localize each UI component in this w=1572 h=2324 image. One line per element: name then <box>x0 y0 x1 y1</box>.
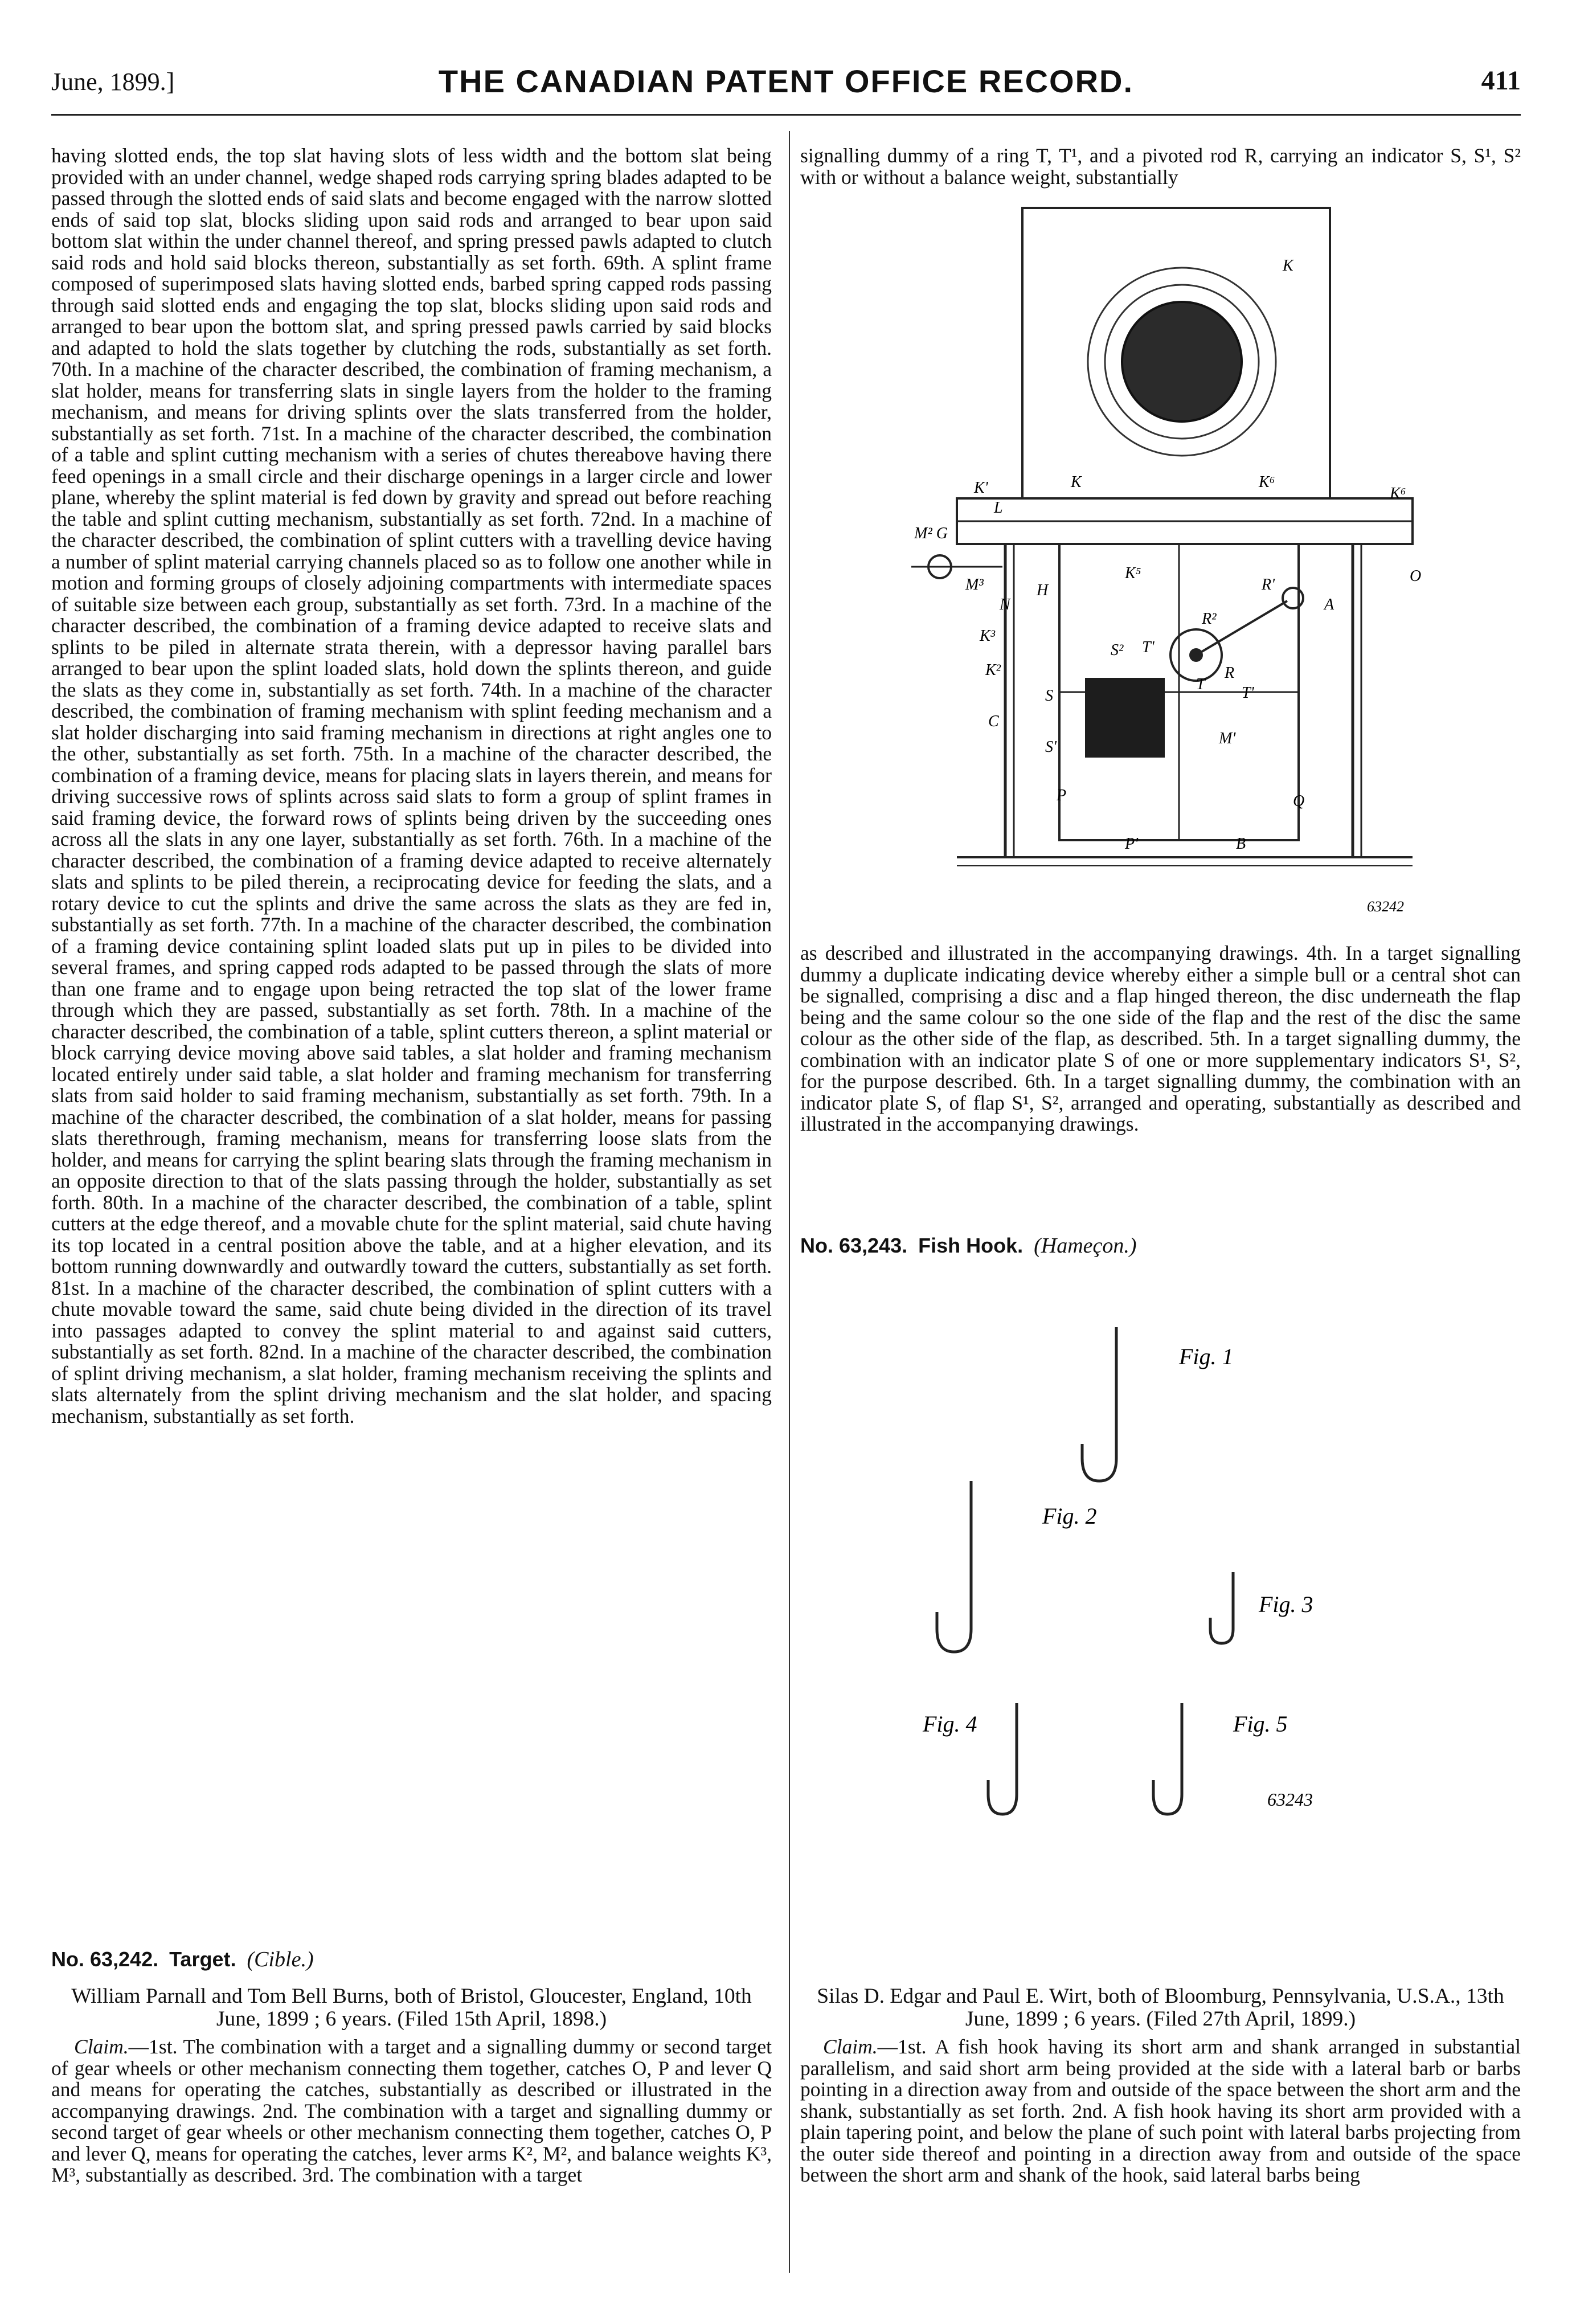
figure-label: K <box>1283 257 1293 275</box>
figure-label: M² G <box>914 525 948 542</box>
figure-label: T <box>1196 676 1205 693</box>
figure-label: H <box>1037 582 1049 599</box>
figure-label: R² <box>1202 610 1217 628</box>
figure-label: N <box>1000 596 1010 613</box>
fig-label: Fig. 1 <box>1179 1344 1234 1369</box>
patent-title: Target. <box>169 1947 236 1971</box>
fig-label: Fig. 2 <box>1042 1503 1097 1529</box>
figure-label: R' <box>1262 576 1275 594</box>
target-patent-drawing <box>900 202 1430 923</box>
figure-label: R <box>1225 664 1235 682</box>
fig-label: Fig. 3 <box>1259 1591 1313 1617</box>
figure-label: B <box>1236 835 1246 853</box>
page-header <box>51 63 1521 103</box>
issue-date: June, 1899.] <box>51 68 175 96</box>
patent-title: Fish Hook. <box>918 1234 1024 1257</box>
journal-title: THE CANADIAN PATENT OFFICE RECORD. <box>438 63 1134 99</box>
right-mid-text: as described and illustrated in the accompanying drawings. 4th. In a target signalling dummy a duplicate indicating device whereby either a simple bull or a central shot can be signalled, comprising a disc and a flap hinged thereon, the disc underneath the flap being and the same colour so the one side of the flap and the rest of the disc the same colour as the other side of the flap, as described. 5th. In a target signalling dummy, the combination with an indicator plate S of one or more supplementary indicators S¹, S², for the purpose described. 6th. In a target signalling dummy, the combination with an indicator plate S, of flap S¹, S², arranged and operating, substantially as described and illustrated in the accompanying drawings. <box>800 942 1521 1135</box>
figure-label: K <box>1071 473 1082 491</box>
page-number: 411 <box>1481 66 1521 96</box>
patent-heading-fishhook <box>800 1233 1521 1258</box>
figure-label: Q <box>1293 792 1305 810</box>
claim-text: —1st. A fish hook having its short arm and shank arranged in substantial parallelism, and said short arm being provided at the side with a lateral barb or barbs pointing in a direction away from and outside of the space between the short arm and the shank, substantially as set forth. 2nd. A fish hook having its short arm provided with a plain tapering point, and below the plane of such point with lateral barbs projecting from the outer side thereof and pointing in a direction away from and outside of the space between the short arm and shank of the hook, said lateral barbs being <box>800 2035 1521 2186</box>
patent-number: No. 63,243. <box>800 1234 908 1257</box>
figure-label: L <box>994 499 1003 517</box>
figure-label: K⁶ <box>1259 473 1275 491</box>
figure-label: S <box>1045 687 1053 705</box>
applicant-line: William Parnall and Tom Bell Burns, both of Bristol, Gloucester, England, 10th June, 1899 ; 6 years. (Filed 15th April, 1898.) <box>71 1985 752 2031</box>
patent-number: No. 63,242. <box>51 1947 159 1971</box>
patent-french-title: (Hameçon.) <box>1034 1234 1137 1258</box>
patent-french-title: (Cible.) <box>247 1947 314 1971</box>
fig-label: Fig. 4 <box>923 1711 977 1737</box>
fig-label: Fig. 5 <box>1233 1711 1288 1737</box>
figure-label: M³ <box>965 576 984 594</box>
header-rule <box>51 114 1521 116</box>
figure-label: P' <box>1125 835 1139 853</box>
figure-label: K³ <box>980 627 996 645</box>
claim-label: Claim. <box>823 2035 878 2058</box>
figure-label: K⁶ <box>1390 485 1406 502</box>
figure-label: T' <box>1242 684 1254 702</box>
figure-label: P <box>1057 787 1067 804</box>
figure-label: A <box>1324 596 1334 613</box>
figure-label: T' <box>1142 639 1155 656</box>
figure-number: 63243 <box>1267 1789 1313 1810</box>
claim-label: Claim. <box>74 2035 129 2058</box>
figure-label: S² <box>1111 641 1124 659</box>
figure-label: K⁵ <box>1125 564 1141 582</box>
figure-label: C <box>988 713 999 730</box>
figure-label: K² <box>985 661 1001 679</box>
figure-label: K' <box>974 479 988 497</box>
figure-number: 63242 <box>1367 898 1404 915</box>
applicant-line: Silas D. Edgar and Paul E. Wirt, both of Bloomburg, Pennsylvania, U.S.A., 13th June, 1899 ; 6 years. (Filed 27th April, 1899.) <box>817 1985 1504 2031</box>
fishhook-patent-drawing <box>911 1310 1424 1834</box>
figure-label: M' <box>1219 730 1236 747</box>
figure-label: O <box>1410 567 1422 585</box>
claim-paragraph <box>51 2036 772 2186</box>
claim-text: —1st. The combination with a target and a signalling dummy or second target of gear wheels or other mechanism connecting them together, catches O, P and lever Q and means for operating the catches, substantially as described or illustrated in the accompanying drawings. 2nd. The combination with a target and signalling dummy or second target of gear wheels or other mechanism connecting them together, catches O, P and lever Q, means for operating the catches, lever arms K², M², and balance weights K³, M³, substantially as described. 3rd. The combination with a target <box>51 2035 772 2186</box>
right-top-text: signalling dummy of a ring T, T¹, and a pivoted rod R, carrying an indicator S, S¹, S² with or without a balance weight, substantially <box>800 144 1521 189</box>
column-divider <box>789 131 790 2273</box>
continued-claims-text: having slotted ends, the top slat having slots of less width and the bottom slat being provided with an under channel, wedge shaped rods carrying spring blades adapted to be passed through the slotted ends of said slats and become engaged with the narrow slotted ends of said top slat, blocks sliding upon said rods and arranged to bear upon said bottom slat within the under channel thereof, and spring pressed pawls adapted to clutch said rods and hold said blocks thereon, substantially as set forth. 69th. A splint frame composed of superimposed slats having slotted ends, barbed spring capped rods passing through said slotted ends and engaging the top slat, blocks sliding upon said rods and arranged to bear upon the bottom slat, and spring pressed pawls carried by said blocks and adapted to hold the slats together by clutching the rods, substantially as set forth. 70th. In a machine of the character described, the combination of framing mechanism, a slat holder, means for transferring slats in single layers from the holder to the framing mechanism, and means for driving splints over the slats transferred from the holder, substantially as set forth. 71st. In a machine of the character described, the combination of a table and splint cutting mechanism with a series of chutes thereabove having there feed openings in a small circle and their discharge openings in a larger circle and lower plane, whereby the splint material is fed down by gravity and spread out before reaching the table and splint cutting mechanism, substantially as set forth. 72nd. In a machine of the character described, the combination of splint cutters with a travelling device having a number of splint material carrying channels placed so as to follow one another while in motion and forming groups of closely adjoining compartments with intermediate spaces of suitable size between each group, substantially as set forth. 73rd. In a machine of the character described, the combination of a framing device adapted to receive slats and splints to be piled in alternate strata therein, with a depressor having parallel bars arranged to bear upon the splint loaded slats, hold down the splints thereon, and guide the slats as they come in, substantially as set forth. 74th. In a machine of the character described, the combination of framing mechanism with splint feeding mechanism and a slat holder discharging into said framing mechanism in directions at right angles one to the other, substantially as set forth. 75th. In a machine of the character described, the combination of a framing device, means for placing slats in layers therein, and means for driving successive rows of splints across said slats to form a group of splint frames in said framing device, the forward rows of splints being driven by the succeeding ones across all the slats in any one layer, substantially as set forth. 76th. In a machine of the character described, the combination of a framing device adapted to receive alternately slats and splints to be piled therein, a reciprocating device for feeding the slats, and a rotary device to cut the splints and drive the same across the slats as they are fed in, substantially as set forth. 77th. In a machine of the character described, the combination of a framing device containing splint loaded slats put up in piles to be divided into several frames, and spring capped rods adapted to be passed through the slats of more than one frame and to engage upon being retracted the top slat of the lower frame through which they are passed, substantially as set forth. 78th. In a machine of the character described, the combination of a table, splint cutters thereon, a splint material or block carrying device moving above said tables, a slat holder and framing mechanism located entirely under said table, a slat holder and framing mechanism for transferring slats from said holder to said framing mechanism, substantially as set forth. 79th. In a machine of the character described, the combination of a slat holder, means for passing slats therethrough, framing mechanism, means for transferring loose slats from the holder, and means for carrying the splint bearing slats through the framing mechanism in an opposite direction to that of the slats passing through the holder, substantially as set forth. 80th. In a machine of the character described, the combination of a table, splint cutters at the edge thereof, and a movable chute for the splint material, said chute having its top located in a central position above the table, and at a higher elevation, and its bottom running downwardly and outwardly toward the cutters, substantially as set forth. 81st. In a machine of the character described, the combination of splint cutters with a chute movable toward the same, said chute being divided in the direction of its travel into passages adapted to convey the splint material to and against said cutters, substantially as set forth. 82nd. In a machine of the character described, the combination of splint driving mechanism, a slat holder, framing mechanism receiving the splints and slats alternately from the splint driving mechanism and the slat holder, and spacing mechanism, substantially as set forth. <box>51 144 772 1427</box>
patent-heading-target <box>51 1947 772 1972</box>
claim-paragraph <box>800 2036 1521 2186</box>
figure-label: S' <box>1045 738 1057 756</box>
